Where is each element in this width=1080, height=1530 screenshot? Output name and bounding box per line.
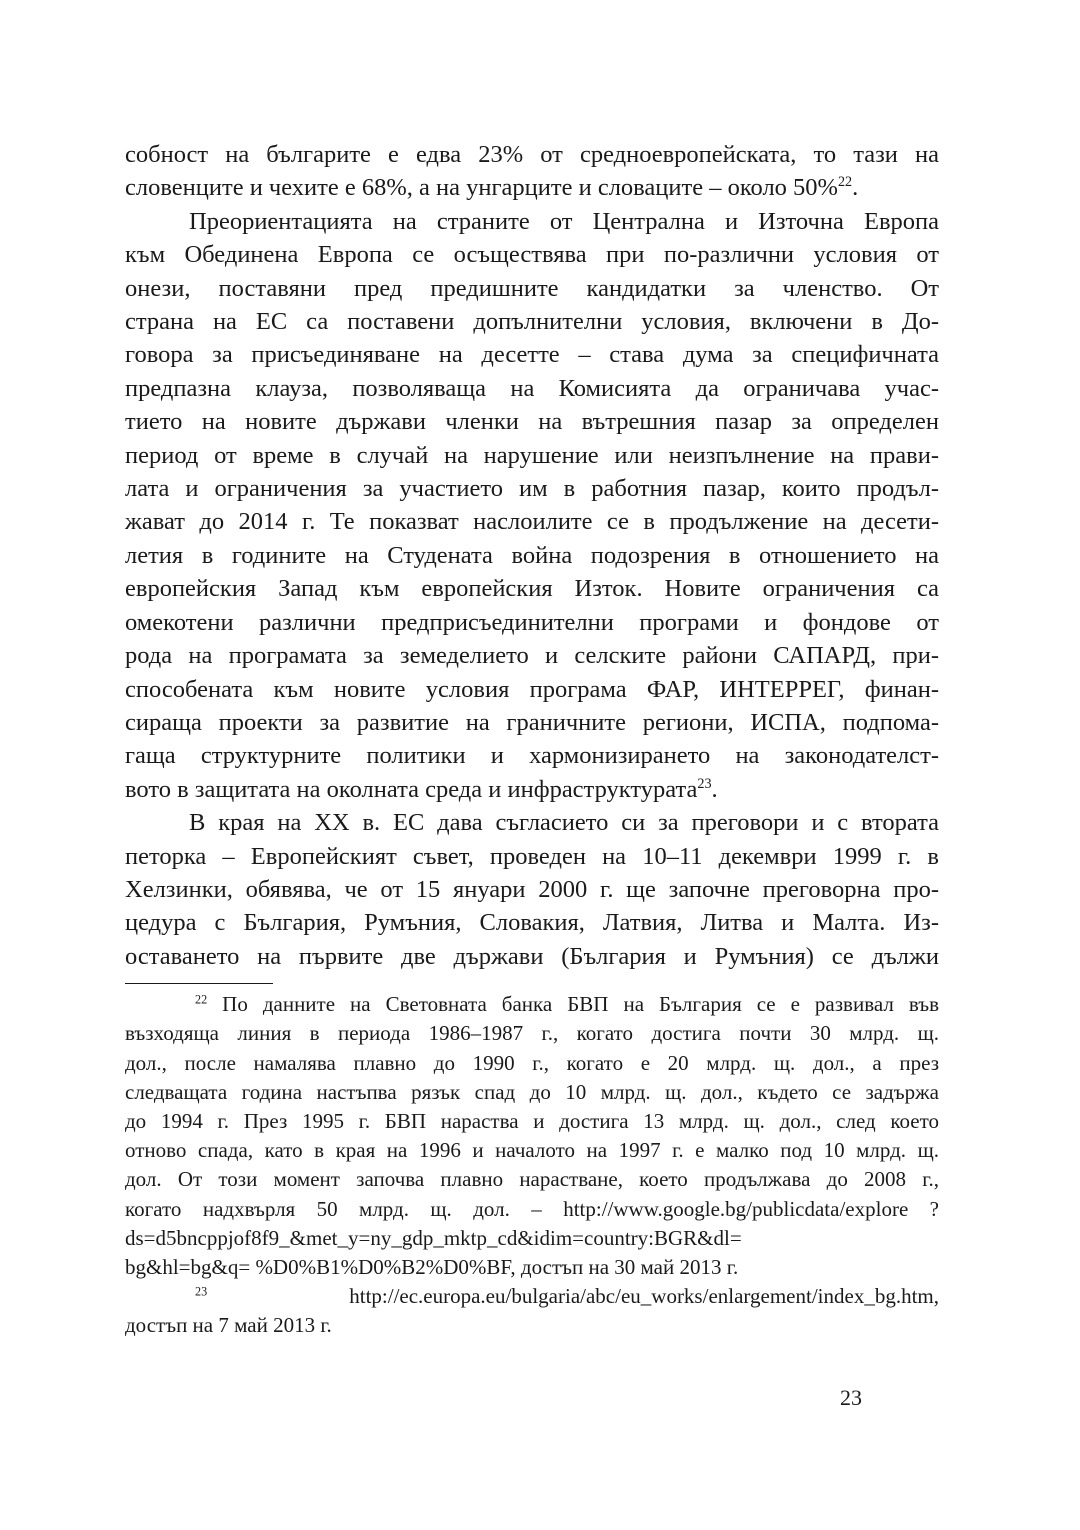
body-line: оставането на първите две държави (България и Румъния) се дължи [125,942,939,970]
footnote-line: до 1994 г. През 1995 г. БВП нараства и достига 13 млрд. щ. дол., след което [125,1108,939,1133]
footnote-line: следващата година настъпва рязък спад до 10 млрд. щ. дол., където се задържа [125,1079,939,1104]
body-line: към Обединена Европа се осъществява при по-различни условия от [125,241,939,269]
page-number: 23 [840,1385,862,1410]
page [125,138,939,1341]
body-line: способената към новите условия програма ФАР, ИНТЕРРЕГ, финан- [125,675,939,703]
body-line: вото в защитата на околната среда и инфраструктурата$^{23}$. [125,775,718,803]
footnote-marker-23: 23 [195,1284,208,1299]
body-line: собност на българите е едва 23% от средноевропейската, то тази на [125,141,939,168]
body-line: Хелзинки, обявява, че от 15 януари 2000 г. ще започне преговорна про- [125,875,939,903]
footnote-line: дол., после намалява плавно до 1990 г., когато е 20 млрд. щ. дол., а през [125,1050,939,1075]
body-line: период от време в случай на нарушение или неизпълнение на прави- [125,441,939,469]
body-line: словенците и чехите е 68%, а на унгарците и словаците – около 50%$^{22}$. [125,174,859,202]
body-line: цедура с България, Румъния, Словакия, Латвия, Литва и Малта. Из- [125,909,939,937]
footnote-line: възходяща линия в периода 1986–1987 г., когато достига почти 30 млрд. щ. [125,1021,939,1046]
footnote-line: когато надхвърля 50 млрд. щ. дол. – http://www.google.bg/publicdata/explore ? [125,1196,939,1221]
footnotes [125,990,939,1340]
footnote-line: достъп на 7 май 2013 г. [125,1313,332,1338]
body-line: В края на XX в. ЕС дава съгласието си за преговори и с втората [189,809,939,837]
body-line: летия в годините на Студената война подозрения в отношението на [125,541,939,569]
body-line: Преориентацията на страните от Централна и Източна Европа [189,207,939,235]
footnote-23 [125,1282,939,1311]
footnote-url-link[interactable]: http://ec.europa.eu/bulgaria/abc/eu_works/enlargement/index_bg.htm, [207,1284,939,1309]
footnote-ref-23[interactable]: 23 [697,775,712,792]
body-line: лата и ограничения за участието им в работния пазар, които продъл- [125,475,939,503]
footnote-line: дол. От този момент започва плавно нарастване, което продължава до 2008 г., [125,1167,939,1192]
footnote-separator [125,983,273,984]
body-line: предпазна клауза, позволяваща на Комисията да ограничава учас- [125,374,939,402]
footnote-url-line[interactable]: ds=d5bncppjof8f9_&met_y=ny_gdp_mktp_cd&idim=country:BGR&dl= [125,1225,742,1250]
body-line: сираща проекти за развитие на граничните региони, ИСПА, подпома- [125,708,939,736]
body-line: гаща структурните политики и хармонизирането на законодателст- [125,742,939,770]
footnote-22: $^{22}$ По данните на Световната банка БВП на България се е развивал във [195,992,939,1017]
body-line: петорка – Европейският съвет, проведен на 10–11 декември 1999 г. в [125,842,939,870]
body-line: говора за присъединяване на десетте – става дума за специфичната [125,341,939,369]
body-line: страна на ЕС са поставени допълнителни условия, включени в До- [125,308,939,336]
body-line: европейския Запад към европейския Изток. Новите ограничения са [125,575,939,603]
body-line: рода на програмата за земеделието и селските райони САПАРД, при- [125,642,939,670]
body-line: омекотени различни предприсъединителни програми и фондове от [125,608,939,636]
footnote-marker-22: 22 [195,992,208,1007]
body-line: тието на новите държави членки на вътрешния пазар за определен [125,408,939,436]
footnote-line: отново спада, като в края на 1996 и началото на 1997 г. е малко под 10 млрд. щ. [125,1138,939,1163]
body-text [125,138,939,973]
footnote-line: bg&hl=bg&q= %D0%B1%D0%B2%D0%BF, достъп на 30 май 2013 г. [125,1254,739,1279]
body-line: жават до 2014 г. Те показват наслоилите се в продължение на десети- [125,508,939,536]
body-line: онези, поставяни пред предишните кандидатки за членство. От [125,274,939,302]
footnote-ref-22[interactable]: 22 [837,174,853,191]
